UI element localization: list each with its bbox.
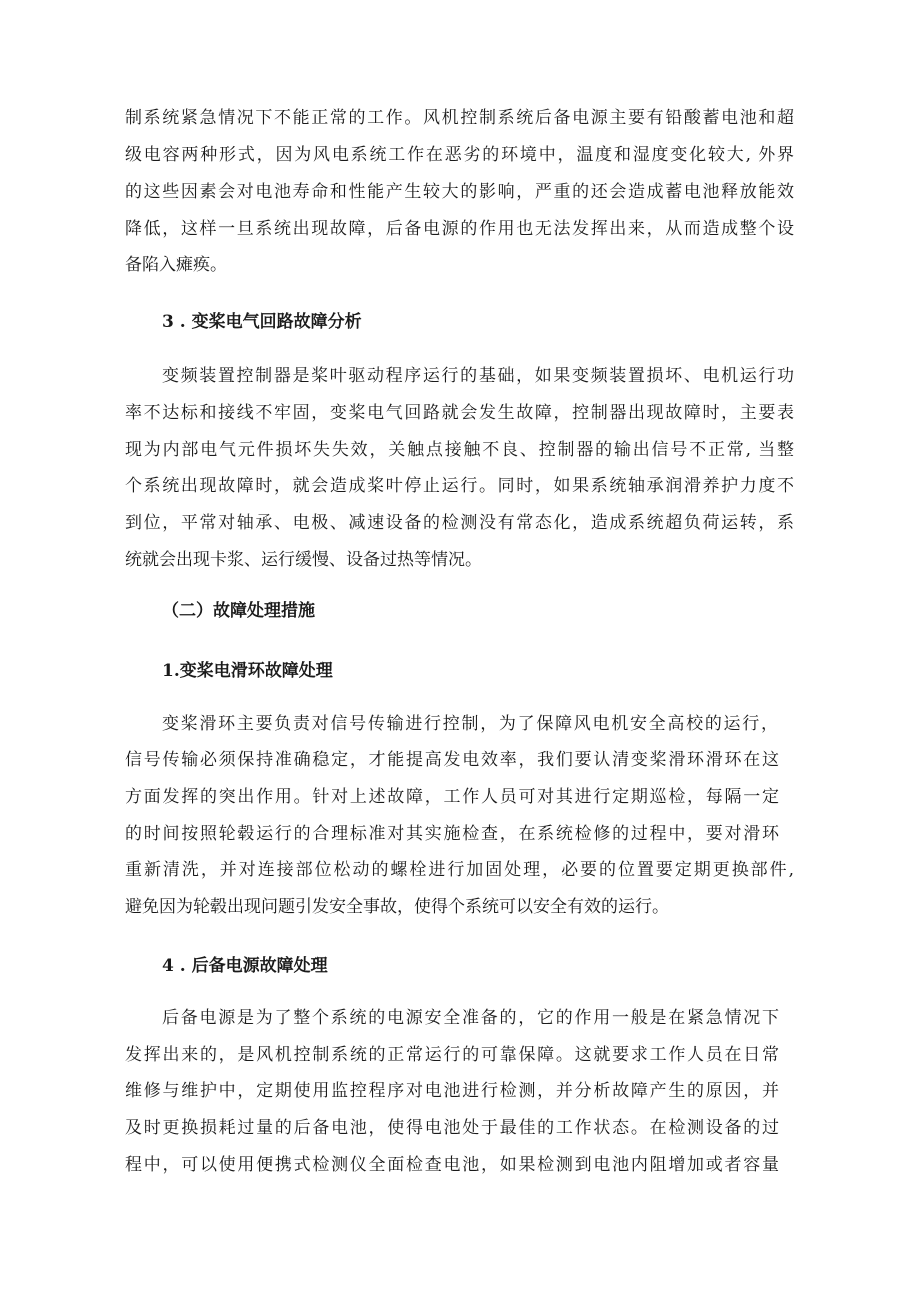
paragraph-2-line: 现为内部电气元件损坏失失效，关触点接触不良、控制器的输出信号不正常, 当整 <box>125 440 794 460</box>
paragraph-2-line: 统就会出现卡浆、运行缓慢、设备过热等情况。 <box>125 550 482 570</box>
paragraph-3-line: 信号传输必须保持准确稳定，才能提高发电效率，我们要认清变桨滑环滑环在这 <box>125 750 779 770</box>
paragraph-2-line: 变频装置控制器是桨叶驱动程序运行的基础，如果变频装置损坏、电机运行功 <box>162 366 794 386</box>
heading-3: 3 . 变桨电气回路故障分析 <box>162 312 362 332</box>
paragraph-4-line: 发挥出来的，是风机控制系统的正常运行的可靠保障。这就要求工作人员在日常 <box>125 1045 779 1065</box>
paragraph-3-line: 变桨滑环主要负责对信号传输进行控制，为了保障风电机安全高校的运行， <box>162 714 778 734</box>
paragraph-3-line: 的时间按照轮毂运行的合理标准对其实施检查，在系统检修的过程中，要对滑环 <box>125 824 779 844</box>
paragraph-3-line: 方面发挥的突出作用。针对上述故障，工作人员可对其进行定期巡检，每隔一定 <box>125 787 779 807</box>
paragraph-2-line: 到位，平常对轴承、电极、减速设备的检测没有常态化，造成系统超负荷运转，系 <box>125 513 794 533</box>
section-heading: （二）故障处理措施 <box>162 601 315 621</box>
paragraph-4-line: 维修与维护中，定期使用监控程序对电池进行检测，并分析故障产生的原因，并 <box>125 1081 779 1101</box>
paragraph-1-line: 的这些因素会对电池寿命和性能产生较大的影响，严重的还会造成蓄电池释放能效 <box>125 182 794 202</box>
heading-4: 4 . 后备电源故障处理 <box>162 956 328 976</box>
heading-1: 1.变桨电滑环故障处理 <box>162 661 333 681</box>
paragraph-4-line: 后备电源是为了整个系统的电源安全准备的，它的作用一般是在紧急情况下 <box>162 1008 779 1028</box>
paragraph-1-line: 制系统紧急情况下不能正常的工作。风机控制系统后备电源主要有铅酸蓄电池和超 <box>125 108 794 128</box>
paragraph-4-line: 及时更换损耗过量的后备电池，使得电池处于最佳的工作状态。在检测设备的过 <box>125 1118 779 1138</box>
paragraph-3-line: 重新清洗，并对连接部位松动的螺栓进行加固处理，必要的位置要定期更换部件, <box>125 860 794 880</box>
paragraph-4-line: 程中，可以使用便携式检测仪全面检查电池，如果检测到电池内阻增加或者容量 <box>125 1155 779 1175</box>
paragraph-2-line: 率不达标和接线不牢固，变桨电气回路就会发生故障，控制器出现故障时，主要表 <box>125 403 794 423</box>
paragraph-2-line: 个系统出现故障时，就会造成桨叶停止运行。同时，如果系统轴承润滑养护力度不 <box>125 476 794 496</box>
paragraph-1-line: 降低，这样一旦系统出现故障，后备电源的作用也无法发挥出来，从而造成整个设 <box>125 219 794 239</box>
paragraph-3-line: 避免因为轮毂出现问题引发安全事故，使得个系统可以安全有效的运行。 <box>125 897 669 917</box>
paragraph-1-line: 级电容两种形式，因为风电系统工作在恶劣的环境中，温度和湿度变化较大, 外界 <box>125 145 794 165</box>
paragraph-1-line: 备陷入瘫痪。 <box>125 255 227 275</box>
